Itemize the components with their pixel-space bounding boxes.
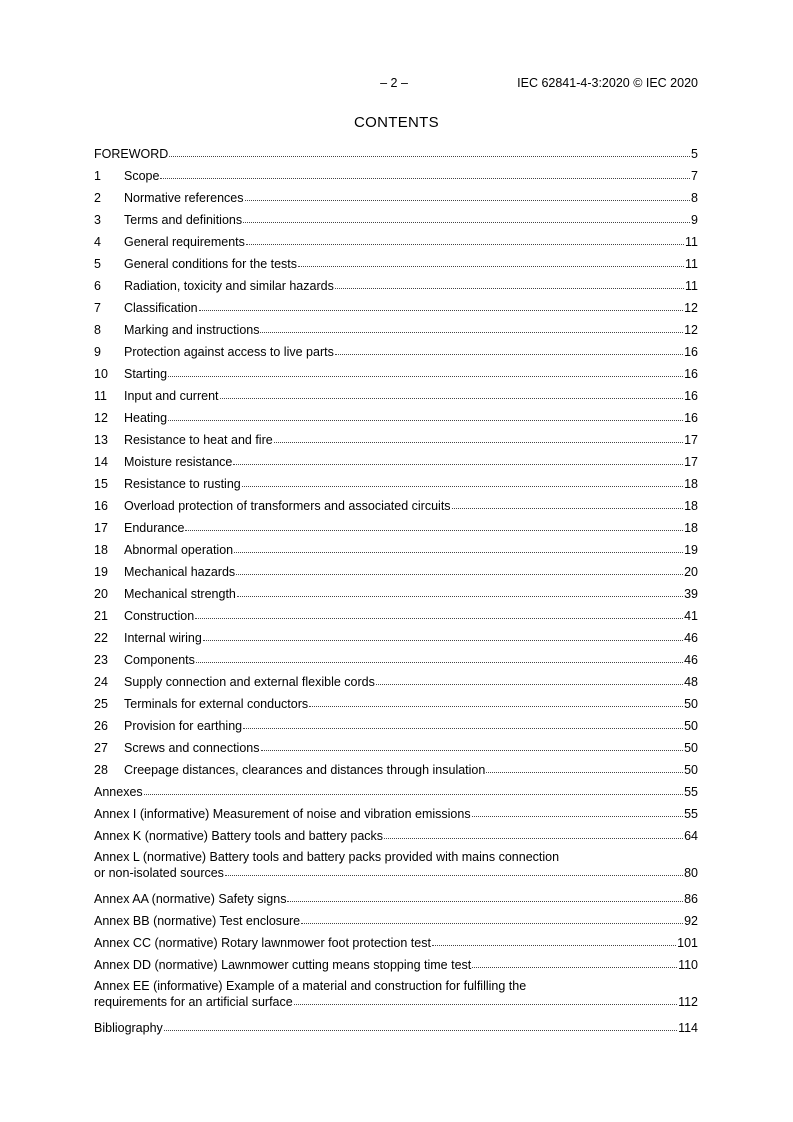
toc-entry-number: 26 [94,719,108,733]
toc-entry-page: 50 [684,697,698,711]
toc-entry-number: 6 [94,279,101,293]
toc-entry-page: 46 [684,631,698,645]
toc-entry[interactable] [94,761,698,783]
page-title: CONTENTS [354,114,439,131]
toc-entry-page: 50 [684,763,698,777]
toc-entry[interactable] [94,695,698,717]
dot-leader [384,827,683,839]
toc-entry-number: 25 [94,697,108,711]
toc-entry[interactable] [94,607,698,629]
dot-leader [335,343,683,355]
dot-leader [301,912,683,924]
toc-entry[interactable] [94,343,698,365]
toc-entry-label: Endurance [124,521,185,535]
toc-entry-label: Annex EE (informative) Example of a material and construction for fulfilling the [94,979,527,993]
dot-leader [243,717,683,729]
toc-entry-label: Abnormal operation [124,543,234,557]
toc-entry[interactable] [94,629,698,651]
toc-entry[interactable] [94,934,698,956]
toc-entry-number: 19 [94,565,108,579]
toc-entry-number: 28 [94,763,108,777]
toc-entry-page: 50 [684,719,698,733]
dot-leader [260,321,683,333]
toc-entry-page: 16 [684,345,698,359]
toc-entry-label: Annex CC (normative) Rotary lawnmower foot protection test [94,936,431,950]
toc-entry-label: Mechanical strength [124,587,236,601]
toc-entry[interactable] [94,805,698,827]
toc-entry[interactable] [94,167,698,189]
toc-entry[interactable] [94,739,698,761]
toc-entry[interactable] [94,453,698,475]
toc-entry-label: Moisture resistance [124,455,233,469]
dot-leader [376,673,683,685]
dot-leader [472,956,677,968]
dot-leader [242,475,683,487]
dot-leader [335,277,684,289]
toc-entry[interactable] [94,563,698,585]
dot-leader [168,365,683,377]
toc-entry-label: Components [124,653,195,667]
toc-entry[interactable] [94,145,698,167]
toc-entry-page: 114 [678,1021,698,1035]
toc-entry-label: Protection against access to live parts [124,345,334,359]
toc-entry-number: 23 [94,653,108,667]
toc-entry-label: Marking and instructions [124,323,260,337]
toc-entry-page: 50 [684,741,698,755]
toc-entry-page: 112 [678,995,698,1009]
dot-leader [245,189,691,201]
toc-entry-page: 80 [684,866,698,880]
toc-entry-page: 11 [685,235,698,249]
toc-entry-label: Annex K (normative) Battery tools and battery packs [94,829,384,843]
toc-entry-page: 64 [684,829,698,843]
toc-entry-number: 10 [94,367,108,381]
toc-entry-label: Annexes [94,785,143,799]
toc-entry-number: 22 [94,631,108,645]
dot-leader [432,934,676,946]
toc-entry-label: Resistance to heat and fire [124,433,273,447]
page-header [94,76,698,92]
toc-entry[interactable] [94,321,698,343]
toc-entry-label: Classification [124,301,198,315]
toc-entry-number: 21 [94,609,108,623]
dot-leader [220,387,684,399]
table-of-contents [94,145,698,1041]
toc-entry-number: 7 [94,301,101,315]
toc-entry-label: Heating [124,411,168,425]
toc-entry-label: Terms and definitions [124,213,243,227]
toc-entry-label: Screws and connections [124,741,260,755]
dot-leader [246,233,684,245]
dot-leader [309,695,683,707]
toc-entry-number: 9 [94,345,101,359]
toc-entry-label: Radiation, toxicity and similar hazards [124,279,334,293]
dot-leader [160,167,690,179]
toc-entry[interactable] [94,431,698,453]
toc-entry-label: Annex BB (normative) Test enclosure [94,914,301,928]
toc-entry-number: 8 [94,323,101,337]
toc-entry-label: Normative references [124,191,244,205]
toc-entry-label: Bibliography [94,1021,163,1035]
toc-entry-number: 24 [94,675,108,689]
toc-entry-page: 8 [691,191,698,205]
dot-leader [234,541,683,553]
dot-leader [243,211,690,223]
toc-entry[interactable] [94,673,698,695]
toc-entry-page: 12 [684,301,698,315]
toc-entry-label: Annex AA (normative) Safety signs [94,892,287,906]
dot-leader [294,994,677,1005]
toc-entry[interactable] [94,849,698,885]
toc-entry-page: 5 [691,147,698,161]
toc-entry-page: 16 [684,367,698,381]
toc-entry-number: 4 [94,235,101,249]
toc-entry-page: 48 [684,675,698,689]
toc-entry[interactable] [94,912,698,934]
dot-leader [261,739,684,751]
toc-entry-number: 16 [94,499,108,513]
dot-leader [452,497,684,509]
toc-entry-number: 1 [94,169,101,183]
toc-entry-number: 13 [94,433,108,447]
dot-leader [185,519,683,531]
toc-entry-line2 [94,865,698,881]
toc-entry-number: 18 [94,543,108,557]
toc-entry[interactable] [94,956,698,978]
dot-leader [164,1019,677,1031]
toc-entry-label: Annex L (normative) Battery tools and battery packs provided with mains connection [94,850,560,864]
toc-entry[interactable] [94,233,698,255]
toc-entry-number: 11 [94,389,107,403]
toc-entry[interactable] [94,299,698,321]
toc-entry[interactable] [94,519,698,541]
toc-entry-label-continued: or non-isolated sources [94,866,224,880]
toc-entry-page: 55 [684,807,698,821]
toc-entry-label: Scope [124,169,160,183]
toc-entry-label: Mechanical hazards [124,565,236,579]
dot-leader [287,890,683,902]
toc-entry-page: 19 [684,543,698,557]
toc-entry-page: 9 [691,213,698,227]
toc-entry[interactable] [94,890,698,912]
toc-entry-page: 17 [684,455,698,469]
toc-entry-label: Resistance to rusting [124,477,241,491]
toc-entry-page: 7 [691,169,698,183]
dot-leader [486,761,683,773]
toc-entry-label: Overload protection of transformers and associated circuits [124,499,451,513]
toc-entry-label: Internal wiring [124,631,202,645]
toc-entry[interactable] [94,827,698,849]
toc-entry-label: General conditions for the tests [124,257,298,271]
toc-entry-number: 12 [94,411,108,425]
dot-leader [225,865,683,876]
dot-leader [169,145,690,157]
toc-entry-number: 27 [94,741,108,755]
toc-entry-number: 5 [94,257,101,271]
toc-entry-page: 86 [684,892,698,906]
toc-entry-page: 110 [678,958,698,972]
toc-entry-page: 18 [684,499,698,513]
toc-entry-number: 14 [94,455,108,469]
dot-leader [195,607,683,619]
dot-leader [199,299,683,311]
dot-leader [237,585,683,597]
toc-entry-label: Terminals for external conductors [124,697,309,711]
dot-leader [196,651,683,663]
document-id: IEC 62841-4-3:2020 © IEC 2020 [517,76,698,90]
toc-entry-page: 101 [677,936,698,950]
toc-entry-page: 55 [684,785,698,799]
toc-entry-page: 16 [684,389,698,403]
toc-entry[interactable] [94,277,698,299]
toc-entry-page: 41 [684,609,698,623]
toc-entry-label: Input and current [124,389,219,403]
toc-entry-label-continued: requirements for an artificial surface [94,995,293,1009]
toc-entry-number: 17 [94,521,108,535]
toc-entry-label: Creepage distances, clearances and distances through insulation [124,763,486,777]
toc-entry-page: 18 [684,521,698,535]
toc-entry[interactable] [94,189,698,211]
toc-entry[interactable] [94,541,698,563]
toc-entry-line2 [94,994,698,1010]
toc-entry-label: Provision for earthing [124,719,243,733]
dot-leader [203,629,683,641]
toc-entry[interactable] [94,717,698,739]
toc-entry-page: 11 [685,279,698,293]
toc-entry-page: 18 [684,477,698,491]
toc-entry[interactable] [94,651,698,673]
toc-entry-page: 39 [684,587,698,601]
toc-entry[interactable] [94,365,698,387]
toc-entry-page: 17 [684,433,698,447]
toc-entry-number: 20 [94,587,108,601]
toc-entry-label: Annex I (informative) Measurement of noise and vibration emissions [94,807,471,821]
toc-entry-page: 92 [684,914,698,928]
dot-leader [274,431,683,443]
toc-entry-page: 20 [684,565,698,579]
toc-entry[interactable] [94,255,698,277]
toc-entry-label: Supply connection and external flexible cords [124,675,375,689]
toc-entry-label: Starting [124,367,168,381]
toc-entry[interactable] [94,211,698,233]
page-number: – 2 – [380,76,408,90]
dot-leader [236,563,683,575]
toc-entry-label: General requirements [124,235,245,249]
toc-entry[interactable] [94,978,698,1014]
toc-entry-label: Annex DD (normative) Lawnmower cutting means stopping time test [94,958,472,972]
toc-entry[interactable] [94,1019,698,1041]
toc-entry-page: 46 [684,653,698,667]
dot-leader [298,255,684,267]
toc-entry-page: 12 [684,323,698,337]
toc-entry-label: Construction [124,609,195,623]
toc-entry[interactable] [94,585,698,607]
toc-entry[interactable] [94,783,698,805]
toc-entry[interactable] [94,409,698,431]
toc-entry[interactable] [94,497,698,519]
toc-entry-page: 16 [684,411,698,425]
toc-entry-number: 15 [94,477,108,491]
toc-entry[interactable] [94,475,698,497]
dot-leader [168,409,683,421]
toc-entry-number: 3 [94,213,101,227]
dot-leader [233,453,683,465]
dot-leader [472,805,684,817]
toc-entry-number: 2 [94,191,101,205]
toc-entry[interactable] [94,387,698,409]
dot-leader [144,783,683,795]
toc-entry-label: FOREWORD [94,147,169,161]
toc-entry-page: 11 [685,257,698,271]
